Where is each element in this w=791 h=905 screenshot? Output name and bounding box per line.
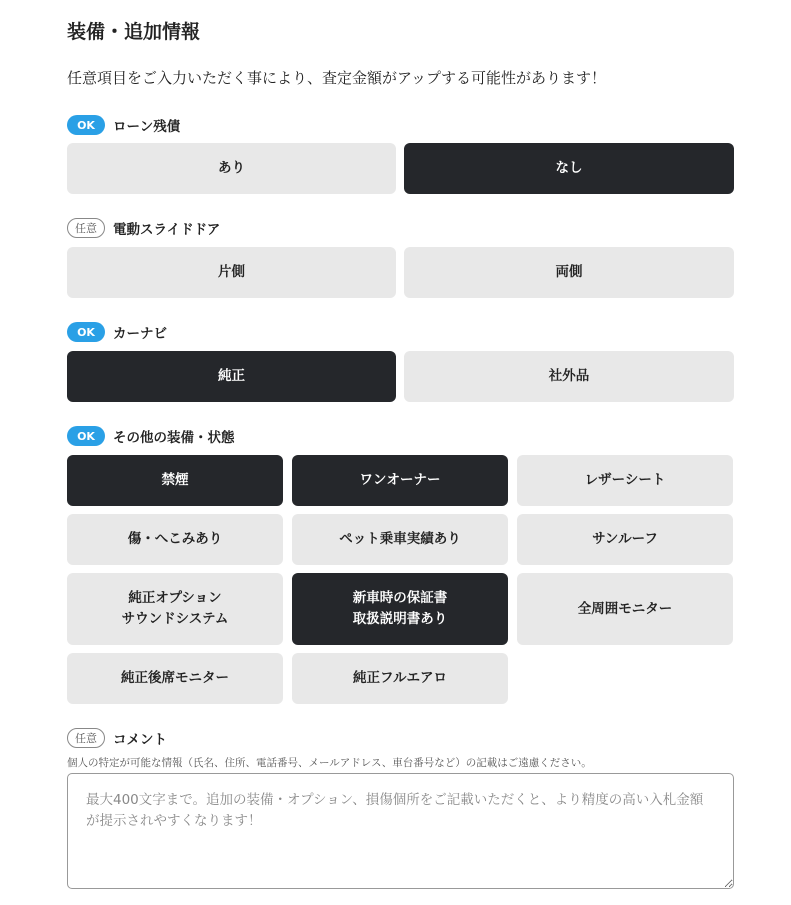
equipment-option-label: ワンオーナー xyxy=(359,472,441,488)
section-title: 装備・追加情報 xyxy=(67,21,201,43)
equipment-option[interactable] xyxy=(67,455,283,506)
optional-badge: 任意 xyxy=(67,728,105,748)
equipment-option[interactable] xyxy=(67,573,283,645)
equipment-option-label: 禁煙 xyxy=(161,472,189,488)
equipment-option-label: 全周囲モニター xyxy=(577,600,673,617)
other-equipment-header xyxy=(67,425,235,447)
equipment-option-label: サンルーフ xyxy=(592,531,658,547)
slide-door-label: 電動スライドドア xyxy=(113,222,221,238)
equipment-option[interactable] xyxy=(292,455,508,506)
navi-option-genuine[interactable]: 純正 xyxy=(67,351,396,402)
comment-textarea[interactable] xyxy=(67,773,734,889)
comment-label: コメント xyxy=(113,732,167,748)
navi-option-aftermarket[interactable]: 社外品 xyxy=(404,351,734,402)
equipment-option[interactable] xyxy=(67,514,283,565)
loan-header xyxy=(67,114,180,136)
equipment-option[interactable] xyxy=(517,514,733,565)
equipment-option[interactable] xyxy=(292,653,508,704)
equipment-option[interactable] xyxy=(292,514,508,565)
slide-door-option-one-side[interactable]: 片側 xyxy=(67,247,396,298)
optional-badge: 任意 xyxy=(67,218,105,238)
loan-label: ローン残債 xyxy=(113,119,181,135)
equipment-option[interactable] xyxy=(292,573,508,645)
other-equipment-label: その他の装備・状態 xyxy=(113,430,235,446)
equipment-option-label: 純正オプション xyxy=(128,590,222,606)
navi-label: カーナビ xyxy=(113,326,167,342)
equipment-option-label: ペット乗車実績あり xyxy=(339,531,461,547)
equipment-option[interactable] xyxy=(517,455,733,506)
loan-option-no[interactable]: なし xyxy=(404,143,734,194)
ok-badge: OK xyxy=(67,426,105,446)
equipment-option-label: 取扱説明書あり xyxy=(352,611,448,627)
lead-text: 任意項目をご入力いただく事により、査定金額がアップする可能性があります！ xyxy=(67,69,606,87)
equipment-option-label: 純正フルエアロ xyxy=(353,670,447,686)
comment-header xyxy=(67,727,167,749)
loan-option-yes[interactable]: あり xyxy=(67,143,396,194)
navi-header xyxy=(67,321,167,343)
privacy-note: 個人の特定が可能な情報（氏名、住所、電話番号、メールアドレス、車台番号など）の記載はご遠慮ください。 xyxy=(67,757,592,769)
equipment-option-label: 傷・へこみあり xyxy=(127,531,223,547)
ok-badge: OK xyxy=(67,115,105,135)
equipment-option-label: 新車時の保証書 xyxy=(352,590,448,606)
equipment-option[interactable] xyxy=(517,573,733,645)
equipment-option[interactable] xyxy=(67,653,283,704)
equipment-option-label: サウンドシステム xyxy=(121,611,229,627)
equipment-option-label: 純正後席モニター xyxy=(121,670,229,686)
ok-badge: OK xyxy=(67,322,105,342)
slide-door-option-both-sides[interactable]: 両側 xyxy=(404,247,734,298)
slide-door-header xyxy=(67,217,220,239)
equipment-option-label: レザーシート xyxy=(584,472,666,488)
